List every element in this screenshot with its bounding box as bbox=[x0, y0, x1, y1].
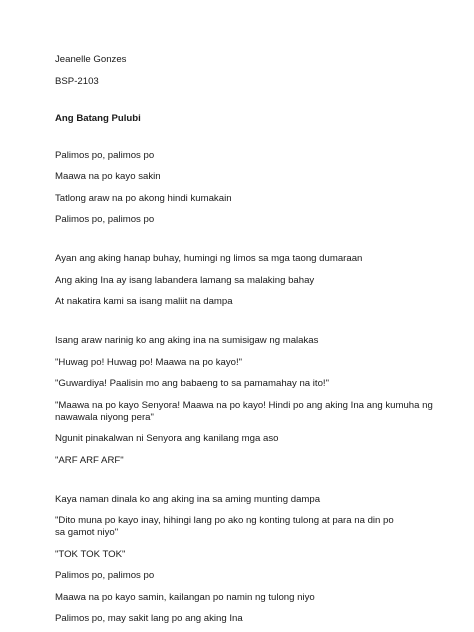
poem-line: Palimos po, may sakit lang po ang aking Ina bbox=[55, 613, 243, 624]
poem-line: Kaya naman dinala ko ang aking ina sa aming munting dampa bbox=[55, 493, 321, 505]
document-page bbox=[55, 54, 455, 625]
poem-line: Tatlong araw na po akong hindi kumakain bbox=[55, 192, 232, 204]
poem-line: Palimos po, palimos po bbox=[55, 570, 155, 581]
poem-line: Isang araw narinig ko ang aking ina na sumisigaw ng malakas bbox=[55, 335, 319, 346]
poem-line: "Guwardiya! Paalisin mo ang babaeng to sa pamamahay na ito!" bbox=[55, 378, 329, 389]
poem-line: At nakatira kami sa isang maliit na dampa bbox=[55, 296, 233, 307]
author-name: Jeanelle Gonzes bbox=[55, 54, 127, 65]
poem-line: "TOK TOK TOK" bbox=[55, 548, 126, 560]
poem-line: "Dito muna po kayo inay, hihingi lang po ako ng konting tulong at para na din po sa gamot niyo" bbox=[55, 515, 394, 538]
poem-line: Palimos po, palimos po bbox=[55, 149, 155, 161]
poem-line: "ARF ARF ARF" bbox=[55, 454, 124, 466]
stanza-2 bbox=[55, 253, 455, 308]
stanza-4 bbox=[55, 494, 455, 626]
poem-line: "Huwag po! Huwag po! Maawa na po kayo!" bbox=[55, 356, 243, 368]
poem-line: Ang aking Ina ay isang labandera lamang sa malaking bahay bbox=[55, 274, 315, 286]
stanza-3 bbox=[55, 335, 455, 467]
poem-line: Ngunit pinakalwan ni Senyora ang kanilang mga aso bbox=[55, 433, 279, 444]
poem-line: Ayan ang aking hanap buhay, humingi ng limos sa mga taong dumaraan bbox=[55, 253, 363, 264]
section-code: BSP-2103 bbox=[55, 75, 99, 87]
stanza-1 bbox=[55, 150, 455, 227]
poem-line: Maawa na po kayo samin, kailangan po namin ng tulong niyo bbox=[55, 591, 315, 603]
poem-line: Palimos po, palimos po bbox=[55, 214, 155, 225]
poem-line: "Maawa na po kayo Senyora! Maawa na po kayo! Hindi po ang aking Ina ang kumuha ng nawawala niyong pera" bbox=[55, 399, 433, 423]
document-title: Ang Batang Pulubi bbox=[55, 112, 141, 124]
poem-line: Maawa na po kayo sakin bbox=[55, 171, 161, 182]
